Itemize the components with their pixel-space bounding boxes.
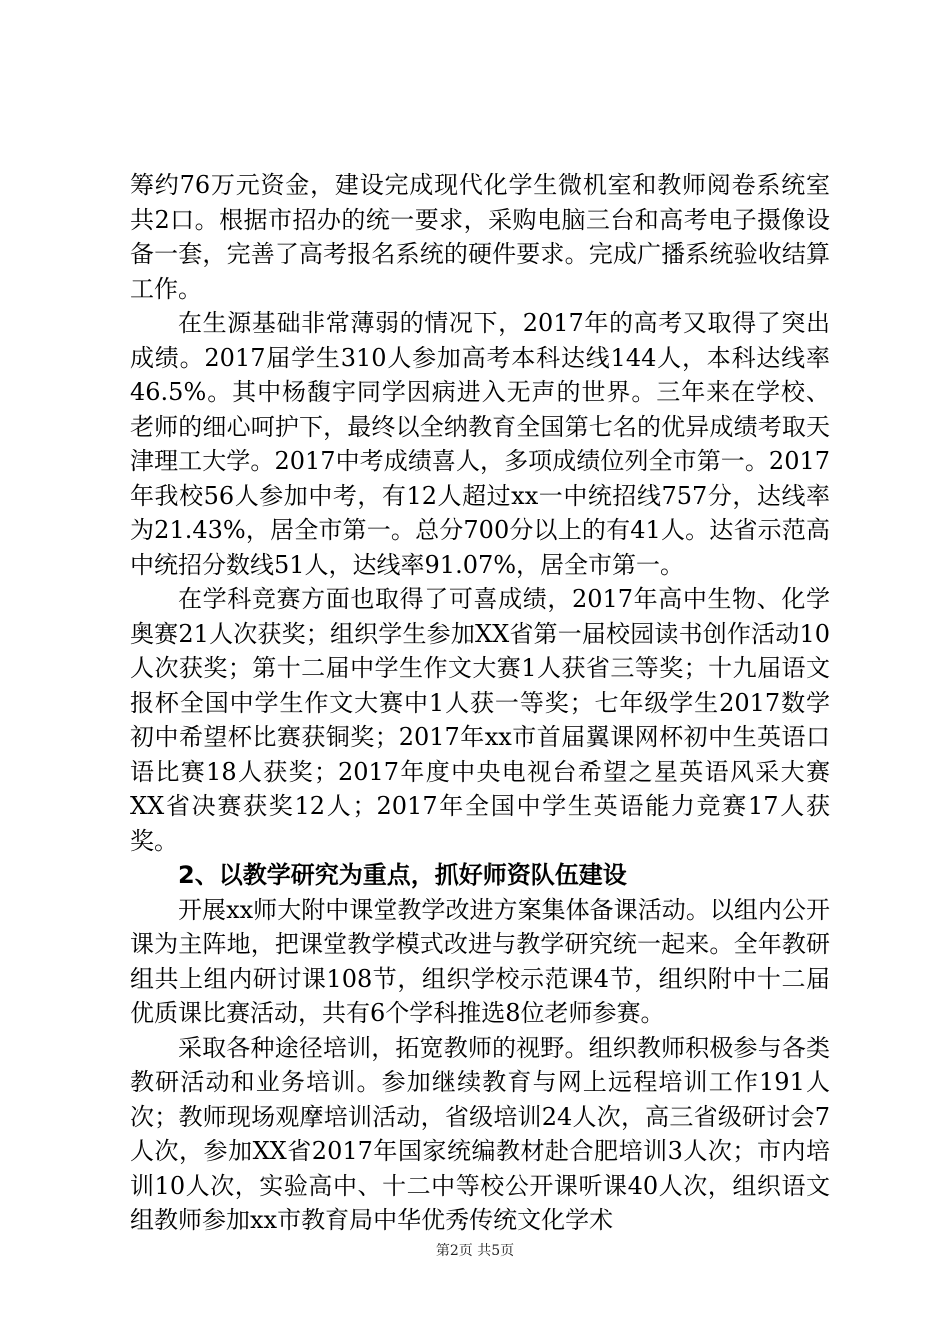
page-footer: 第2页 共5页 bbox=[435, 1243, 515, 1259]
paragraph-exam-results: 在生源基础非常薄弱的情况下，2017年的高考又取得了突出成绩。2017届学生310人参加高考本科达线144人，本科达线率46.5%。其中杨馥宇同学因病进入无声的世界。三年来在学校、老师的细心呵护下，最终以全纳教育全国第七名的优异成绩考取天津理工大学。2017中考成绩喜人，多项成绩位列全市第一。2017年我校56人参加中考，有12人超过xx一中统招线757分，达线率为21.43%，居全市第一。总分700分以上的有41人。达省示范高中统招分数线51人，达线率91.07%，居全市第一。 bbox=[130, 309, 830, 579]
paragraph-lesson-prep: 开展xx师大附中课堂教学改进方案集体备课活动。以组内公开课为主阵地，把课堂教学模式改进与教学研究统一起来。全年教研组共上组内研讨课108节，组织学校示范课4节，组织附中十二届优质课比赛活动，共有6个学科推选8位老师参赛。 bbox=[130, 895, 830, 1027]
paragraph-competitions: 在学科竞赛方面也取得了可喜成绩，2017年高中生物、化学奥赛21人次获奖；组织学生参加XX省第一届校园读书创作活动10人次获奖；第十二届中学生作文大赛1人获省三等奖；十九届语文报杯全国中学生作文大赛中1人获一等奖；七年级学生2017数学初中希望杯比赛获铜奖；2017年xx市首届翼课网杯初中生英语口语比赛18人获奖；2017年度中央电视台希望之星英语风采大赛XX省决赛获奖12人；2017年全国中学生英语能力竞赛17人获奖。 bbox=[130, 585, 830, 855]
paragraph-funding: 筹约76万元资金，建设完成现代化学生微机室和教师阅卷系统室共2口。根据市招办的统一要求，采购电脑三台和高考电子摄像设备一套，完善了高考报名系统的硬件要求。完成广播系统验收结算工作。 bbox=[130, 171, 830, 303]
paragraph-teacher-training: 采取各种途径培训，拓宽教师的视野。组织教师积极参与各类教研活动和业务培训。参加继续教育与网上远程培训工作191人次；教师现场观摩培训活动，省级培训24人次，高三省级研讨会7人次，参加XX省2017年国家统编教材赴合肥培训3人次；市内培训10人次，实验高中、十二中等校公开课听课40人次，组织语文组教师参加xx市教育局中华优秀传统文化学术 bbox=[130, 1033, 830, 1234]
section-heading: 2、以教学研究为重点，抓好师资队伍建设 bbox=[178, 861, 627, 889]
document-body bbox=[130, 168, 830, 1238]
